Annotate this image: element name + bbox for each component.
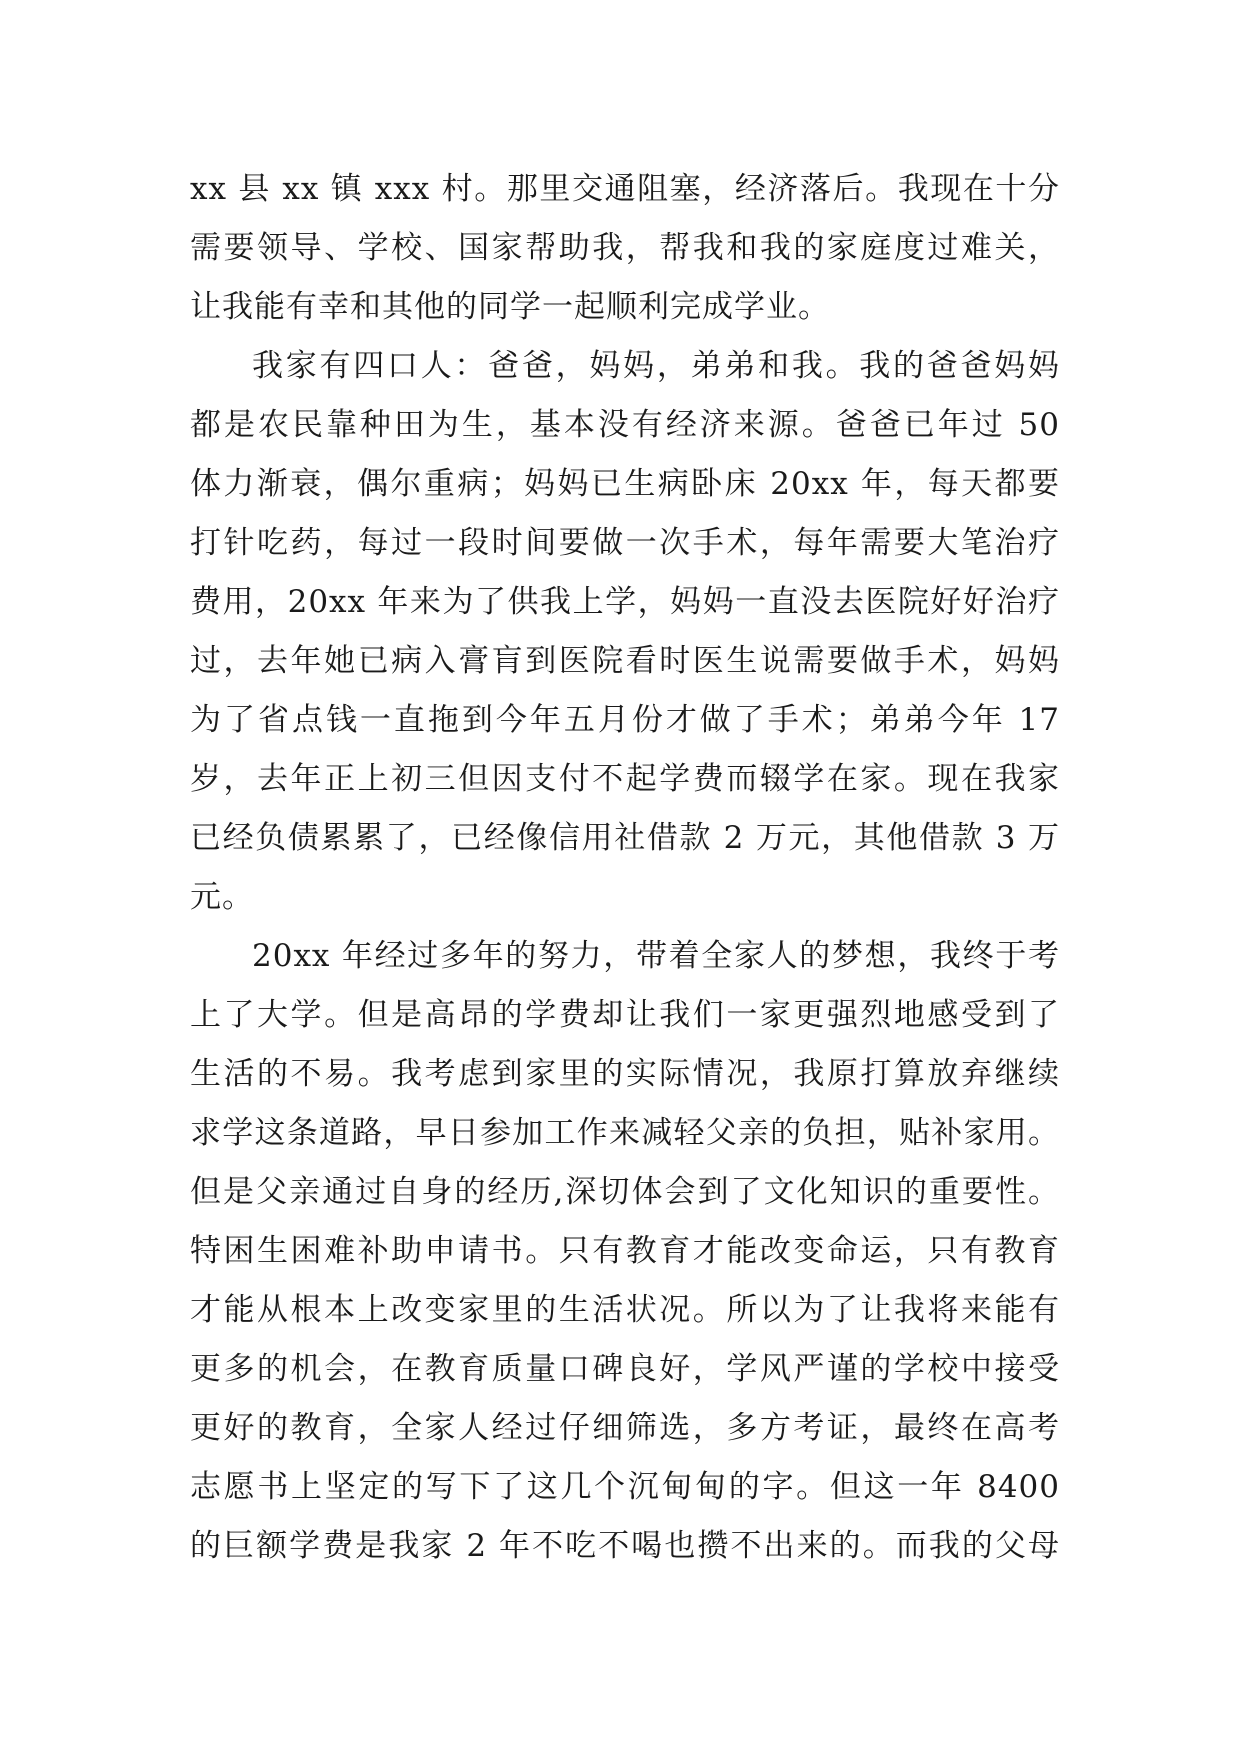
text-line: 上了大学。但是高昂的学费却让我们一家更强烈地感受到了 xyxy=(190,997,1060,1033)
text-line: xx 县 xx 镇 xxx 村。那里交通阻塞，经济落后。我现在十分 xyxy=(190,171,1060,207)
text-line: 生活的不易。我考虑到家里的实际情况，我原打算放弃继续 xyxy=(190,1056,1060,1092)
text-line: 元。 xyxy=(190,879,254,915)
text-line: 都是农民靠种田为生，基本没有经济来源。爸爸已年过 50 xyxy=(190,407,1060,443)
text-line: 岁，去年正上初三但因支付不起学费而辍学在家。现在我家 xyxy=(190,761,1060,797)
text-line: 才能从根本上改变家里的生活状况。所以为了让我将来能有 xyxy=(190,1292,1060,1328)
text-line: 但是父亲通过自身的经历,深切体会到了文化知识的重要性。 xyxy=(190,1174,1060,1210)
text-line: 20xx 年经过多年的努力，带着全家人的梦想，我终于考 xyxy=(252,938,1060,974)
text-line: 需要领导、学校、国家帮助我，帮我和我的家庭度过难关， xyxy=(190,230,1060,266)
text-line: 求学这条道路，早日参加工作来减轻父亲的负担，贴补家用。 xyxy=(190,1115,1060,1151)
text-line: 过，去年她已病入膏肓到医院看时医生说需要做手术，妈妈 xyxy=(190,643,1060,679)
text-line: 体力渐衰，偶尔重病；妈妈已生病卧床 20xx 年，每天都要 xyxy=(190,466,1060,502)
text-line: 已经负债累累了，已经像信用社借款 2 万元，其他借款 3 万 xyxy=(190,820,1060,856)
text-line: 为了省点钱一直拖到今年五月份才做了手术；弟弟今年 17 xyxy=(190,702,1060,738)
text-line: 特困生困难补助申请书。只有教育才能改变命运，只有教育 xyxy=(190,1233,1060,1269)
text-line: 更好的教育，全家人经过仔细筛选，多方考证，最终在高考 xyxy=(190,1410,1060,1446)
text-line: 打针吃药，每过一段时间要做一次手术，每年需要大笔治疗 xyxy=(190,525,1060,561)
text-line: 志愿书上坚定的写下了这几个沉甸甸的字。但这一年 8400 xyxy=(190,1469,1060,1505)
text-line: 费用，20xx 年来为了供我上学，妈妈一直没去医院好好治疗 xyxy=(190,584,1060,620)
text-line: 让我能有幸和其他的同学一起顺利完成学业。 xyxy=(190,289,830,325)
text-line: 我家有四口人：爸爸，妈妈，弟弟和我。我的爸爸妈妈 xyxy=(252,348,1060,384)
body-text xyxy=(190,160,1060,1576)
text-line: 的巨额学费是我家 2 年不吃不喝也攒不出来的。而我的父母 xyxy=(190,1528,1060,1564)
text-line: 更多的机会，在教育质量口碑良好，学风严谨的学校中接受 xyxy=(190,1351,1060,1387)
